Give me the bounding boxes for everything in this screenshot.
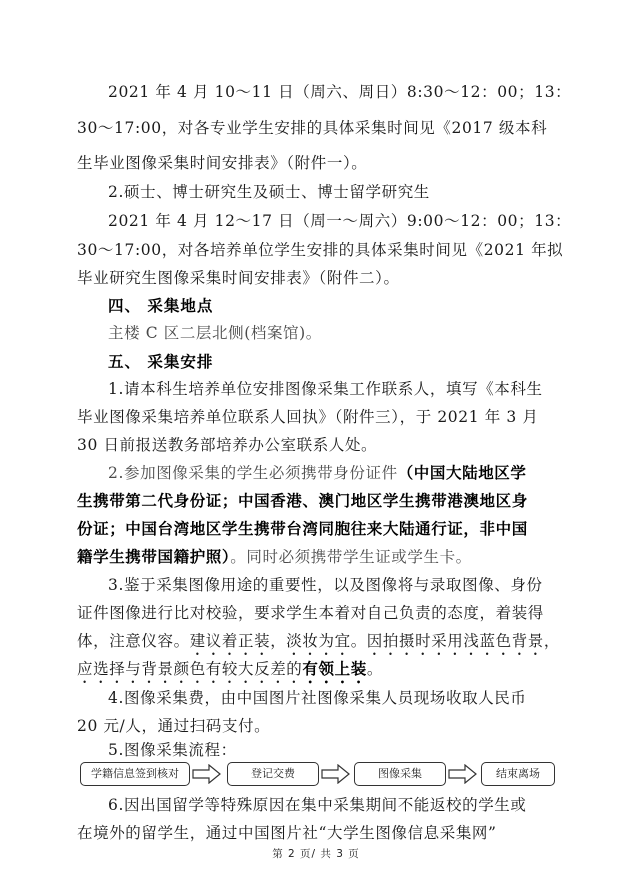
item3-line: 3.鉴于采集图像用途的重要性，以及图像将与录取图像、身份 (108, 576, 543, 594)
paragraph-line: 2021 年 4 月 10～11 日（周六、周日）8:30～12：00；13： (108, 83, 572, 101)
item3-line (77, 659, 547, 687)
paragraph-line: 30～17:00，对各培养单位学生安排的具体采集时间见《2021 年拟 (77, 241, 564, 259)
item1-line: 1.请本科生培养单位安排图像采集工作联系人，填写《本科生 (108, 380, 543, 398)
paragraph-line: 30～17:00，对各专业学生安排的具体采集时间见《2017 级本科 (77, 119, 548, 137)
flow-step-exit: 结束离场 (481, 762, 555, 786)
subheading-graduate: 2.硕士、博士研究生及硕士、博士留学研究生 (108, 183, 430, 201)
flow-step-checkin: 学籍信息签到核对 (80, 762, 190, 786)
item3-normal-text: 体，注意仪容。 (77, 632, 190, 650)
item6-line: 6.因出国留学等特殊原因在集中采集期间不能返校的学生或 (108, 796, 527, 814)
page-number-footer: 第 2 页/ 共 3 页 (272, 848, 360, 860)
section-heading-arrangement: 五、 采集安排 (108, 353, 214, 371)
right-arrow-icon (192, 764, 222, 784)
item2-bold-line: 份证；中国台湾地区学生携带台湾同胞往来大陆通行证，非中国 (77, 520, 528, 538)
item3-line: 证件图像进行比对校验，要求学生本着对自己负责的态度，着装得 (77, 604, 544, 622)
item6-line: 在境外的留学生，通过中国图片社“大学生图像信息采集网” (77, 824, 497, 842)
item4-line: 20 元/人，通过扫码支付。 (77, 717, 271, 735)
flow-step-register-pay: 登记交费 (227, 762, 319, 786)
item2-normal-text: 2.参加图像采集的学生必须携带身份证件 (108, 464, 398, 482)
item1-line: 30 日前报送教务部培养办公室联系人处。 (77, 436, 378, 454)
process-flow (0, 762, 632, 788)
paragraph-line: 毕业研究生图像采集时间安排表》（附件二）。 (77, 269, 400, 287)
item5-label: 5.图像采集流程： (108, 741, 237, 759)
paragraph-line: 生毕业图像采集时间安排表》（附件一）。 (77, 154, 368, 172)
item2-bold-text: （中国大陆地区学 (397, 464, 527, 482)
flow-step-photo-capture: 图像采集 (354, 762, 446, 786)
item1-line: 毕业图像采集培养单位联系人回执》（附件三），于 2021 年 3 月 (77, 408, 539, 426)
item3-line (77, 631, 561, 659)
item3-end-text: 。 (366, 660, 383, 678)
item2-line (108, 463, 578, 483)
item2-bold-line: 生携带第二代身份证；中国香港、澳门地区学生携带港澳地区身 (77, 492, 528, 510)
right-arrow-icon (448, 764, 478, 784)
paragraph-line: 2021 年 4 月 12～17 日（周一～周六）9:00～12：00；13： (108, 212, 572, 230)
item2-bold-text: 籍学生携带国籍护照） (77, 548, 231, 566)
item3-emphasis-bold-text: 有领上装 (302, 660, 367, 678)
location-text: 主楼 C 区二层北侧(档案馆)。 (108, 324, 322, 342)
item2-normal-text: 。同时必须携带学生证或学生卡。 (230, 548, 472, 566)
item2-line (77, 547, 547, 567)
right-arrow-icon (321, 764, 351, 784)
section-heading-location: 四、 采集地点 (108, 297, 214, 315)
item3-emphasis-text: 应选择与背景颜色有较大反差的 (77, 660, 303, 678)
item3-emphasis-text: 建议着正装，淡妆为宜。因拍摄时采用浅蓝色背景， (189, 632, 561, 650)
item4-line: 4.图像采集费，由中国图片社图像采集人员现场收取人民币 (108, 689, 527, 707)
